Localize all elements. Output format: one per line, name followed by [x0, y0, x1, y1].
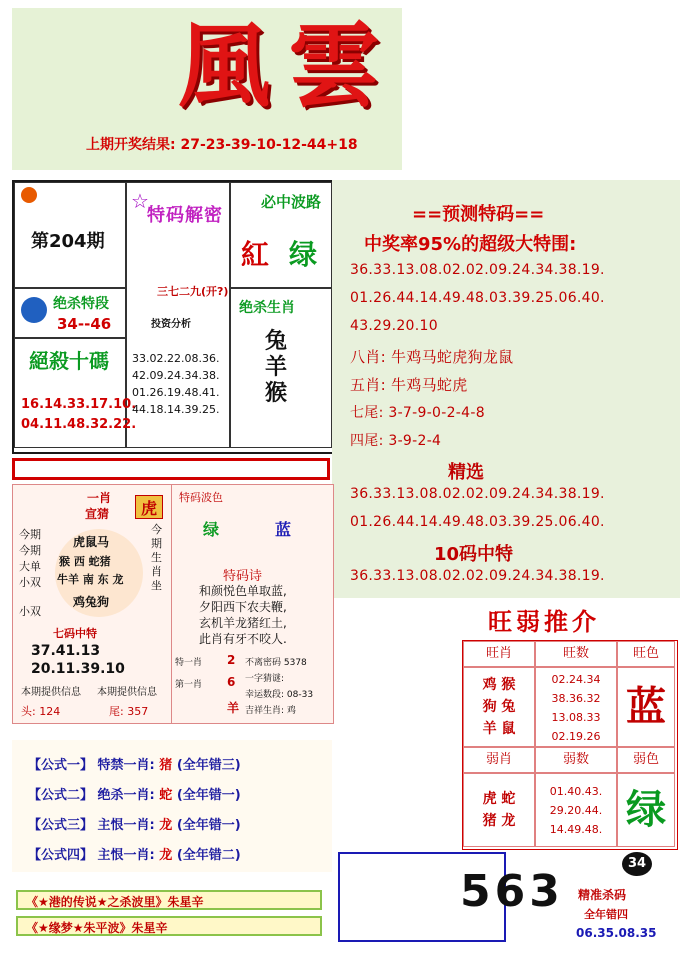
- kill-zodiac-value: 兔羊猴: [265, 329, 288, 406]
- zodiac-ring-3: 牛羊 南 东 龙: [57, 573, 124, 586]
- formula-label: 【公式三】: [28, 818, 94, 833]
- formula-note: (全年错二): [176, 848, 241, 863]
- last-result-text: 上期开奖结果: 27-23-39-10-12-44+18: [86, 137, 358, 153]
- left-info-grid: [12, 180, 336, 454]
- one-zodiac: 一肖: [87, 491, 112, 505]
- kill-zodiac-cell: [230, 288, 332, 448]
- strong-num: 13.08.33: [551, 711, 601, 724]
- kill-segment-title: 绝杀特段: [53, 296, 109, 312]
- kill-note: 全年错四: [584, 908, 628, 921]
- weak-color: 绿: [617, 773, 675, 847]
- wave-cell: [230, 182, 332, 288]
- poem-title: 特码诗: [223, 569, 263, 584]
- formula-note: (全年错一): [176, 788, 241, 803]
- formula-zodiac: 蛇: [159, 788, 173, 803]
- seven-title: 七码中特: [53, 627, 97, 640]
- poem-line: 和颜悦色单取蓝,: [199, 584, 287, 598]
- weak-num: 14.49.48.: [549, 823, 603, 836]
- poem-line: 玄机羊龙猪红土,: [199, 616, 287, 630]
- big-digits: 563: [460, 866, 564, 917]
- kill-segment-cell: [14, 288, 126, 338]
- formula-text: 主恨一肖:: [97, 818, 155, 833]
- ball-icon: 34: [622, 852, 652, 876]
- weak-zodiacs: 虎 蛇 猪 龙: [463, 773, 535, 847]
- kill-segment-value: 34--46: [57, 315, 112, 333]
- formula-row: [28, 754, 241, 773]
- formula-note: (全年错三): [176, 758, 241, 773]
- strong-zodiac-header: 旺肖: [463, 641, 535, 667]
- side-a2: 2: [227, 653, 236, 667]
- strong-zodiacs: 鸡 猴 狗 兔 羊 鼠: [463, 667, 535, 747]
- weak-nums: [535, 773, 617, 847]
- logo-title: 風雲: [178, 12, 399, 120]
- lv-4: 小双: [19, 576, 41, 589]
- zodiac-box: [13, 485, 172, 723]
- invest-row: 33.02.22.08.36.: [132, 352, 220, 365]
- zodiac-ring-2: 猴 西 蛇猪: [59, 555, 111, 568]
- invest-row: 42.09.24.34.38.: [132, 369, 220, 382]
- wave-green: 绿: [289, 238, 318, 271]
- formula-text: 主恨一肖:: [97, 848, 155, 863]
- strong-nums: [535, 667, 617, 747]
- formula-row: [28, 844, 241, 863]
- invest-row: 01.26.19.48.41.: [132, 386, 220, 399]
- side-g: 吉祥生肖: 鸡: [245, 706, 296, 716]
- seven-row: 20.11.39.10: [31, 661, 125, 677]
- featured-title: 精选: [448, 462, 484, 483]
- weak-num: 01.40.43.: [549, 785, 603, 798]
- tip-link[interactable]: 《★港的传说★之杀波里》朱星辛: [16, 890, 322, 910]
- side-f: 幸运数段: 08-33: [245, 690, 314, 700]
- recommend-table: [462, 640, 678, 850]
- weak-zodiac-header: 弱肖: [463, 747, 535, 773]
- weak-num: 29.20.44.: [549, 804, 603, 817]
- side-a1: 特一肖: [175, 658, 203, 668]
- strong-num: 02.24.34: [551, 673, 601, 686]
- formula-row: [28, 814, 241, 833]
- formula-zodiac: 龙: [159, 818, 173, 833]
- formula-row: [28, 784, 241, 803]
- formula-note: (全年错一): [176, 818, 241, 833]
- seven-tail: 七尾: 3-7-9-0-2-4-8: [350, 405, 485, 421]
- small-double: 小双: [19, 605, 41, 618]
- formula-zodiac: 龙: [159, 848, 173, 863]
- star-icon: ☆: [131, 189, 149, 213]
- predict-subtitle: 中奖率95%的超级大特围:: [364, 234, 577, 255]
- ten-title: 10码中特: [434, 544, 514, 565]
- tiger-badge: 虎: [135, 495, 163, 519]
- predict-title: ==预测特码==: [412, 204, 545, 225]
- featured-row: 36.33.13.08.02.02.09.24.34.38.19.: [350, 486, 605, 502]
- lv-1: 今期: [19, 528, 41, 541]
- five-zodiac: 五肖: 牛鸡马蛇虎: [350, 376, 468, 394]
- badge-icon: [21, 187, 37, 203]
- period-label: 第204期: [31, 231, 105, 252]
- zodiac-ring-4: 鸡兔狗: [73, 595, 110, 609]
- kill-nums: 06.35.08.35: [576, 926, 657, 940]
- mid-left-panel: [12, 484, 334, 724]
- predict-row: 36.33.13.08.02.02.09.24.34.38.19.: [350, 262, 605, 278]
- info-left: 本期提供信息: [21, 687, 81, 698]
- tema-color-green: 绿: [203, 520, 220, 539]
- strong-num-header: 旺数: [535, 641, 617, 667]
- side-b2: 6: [227, 675, 236, 689]
- kill-ten-row: 04.11.48.32.22.: [21, 417, 137, 432]
- zodiac-ring-1: 虎鼠马: [73, 535, 110, 549]
- yin-yang-icon: [21, 297, 47, 323]
- predict-row: 43.29.20.10: [350, 318, 438, 334]
- tip-link[interactable]: 《★缘梦★朱平波》朱星辛: [16, 916, 322, 936]
- right-vertical: 今期生肖坐: [151, 523, 162, 592]
- kill-ten-cell: [14, 338, 137, 448]
- poem-line: 夕阳西下农夫鞭,: [199, 600, 287, 614]
- recommend-title: 旺弱推介: [488, 608, 600, 636]
- tema-decode-title: 特码解密: [147, 205, 223, 226]
- red-strip: [12, 458, 330, 480]
- tema-color-blue: 蓝: [275, 520, 292, 539]
- formula-zodiac: 猪: [159, 758, 173, 773]
- tail-numbers: 尾: 357: [109, 705, 149, 718]
- formula-text: 绝杀一肖:: [97, 788, 155, 803]
- ten-row: 36.33.13.08.02.02.09.24.34.38.19.: [350, 568, 605, 584]
- formula-label: 【公式一】: [28, 758, 94, 773]
- left-vertical: [19, 527, 41, 591]
- strong-color-header: 旺色: [617, 641, 675, 667]
- invest-rows: [132, 350, 219, 418]
- side-d: 不离密码 5378: [245, 658, 307, 668]
- poem: [199, 583, 287, 647]
- tema-hint: 三七二九(开?): [157, 285, 229, 298]
- tema-color-title: 特码波色: [179, 491, 223, 504]
- featured-row: 01.26.44.14.49.48.03.39.25.06.40.: [350, 514, 605, 530]
- period-cell: [14, 182, 126, 288]
- formula-text: 特禁一肖:: [97, 758, 155, 773]
- seven-row: 37.41.13: [31, 643, 101, 659]
- strong-num: 38.36.32: [551, 692, 601, 705]
- head-numbers: 头: 124: [21, 705, 61, 718]
- lv-2: 今期: [19, 544, 41, 557]
- wave-title: 必中波路: [261, 193, 322, 211]
- weak-num-header: 弱数: [535, 747, 617, 773]
- info-right: 本期提供信息: [97, 687, 157, 698]
- kill-zodiac-title: 绝杀生肖: [239, 300, 295, 316]
- invest-title: 投资分析: [151, 319, 191, 330]
- wave-red: 紅: [241, 238, 270, 271]
- kill-label: 精准杀码: [578, 888, 627, 902]
- poem-line: 此肖有牙不咬人.: [199, 632, 287, 646]
- formula-label: 【公式四】: [28, 848, 94, 863]
- kill-ten-row: 16.14.33.17.10.: [21, 397, 137, 412]
- eight-zodiac: 八肖: 牛鸡马蛇虎狗龙鼠: [350, 348, 514, 366]
- formula-label: 【公式二】: [28, 788, 94, 803]
- strong-color: 蓝: [617, 667, 675, 747]
- side-c: 羊: [227, 701, 240, 715]
- invest-row: 44.18.14.39.25.: [132, 403, 220, 416]
- strong-num: 02.19.26: [551, 730, 601, 743]
- four-tail: 四尾: 3-9-2-4: [350, 433, 442, 449]
- reveal-label: 宣猜: [85, 507, 110, 521]
- kill-ten-title: 絕殺十碼: [29, 349, 109, 373]
- side-b1: 第一肖: [175, 680, 203, 690]
- predict-row: 01.26.44.14.49.48.03.39.25.06.40.: [350, 290, 605, 306]
- lv-3: 大单: [19, 560, 41, 573]
- weak-color-header: 弱色: [617, 747, 675, 773]
- side-e: 一字猜谜:: [245, 674, 285, 684]
